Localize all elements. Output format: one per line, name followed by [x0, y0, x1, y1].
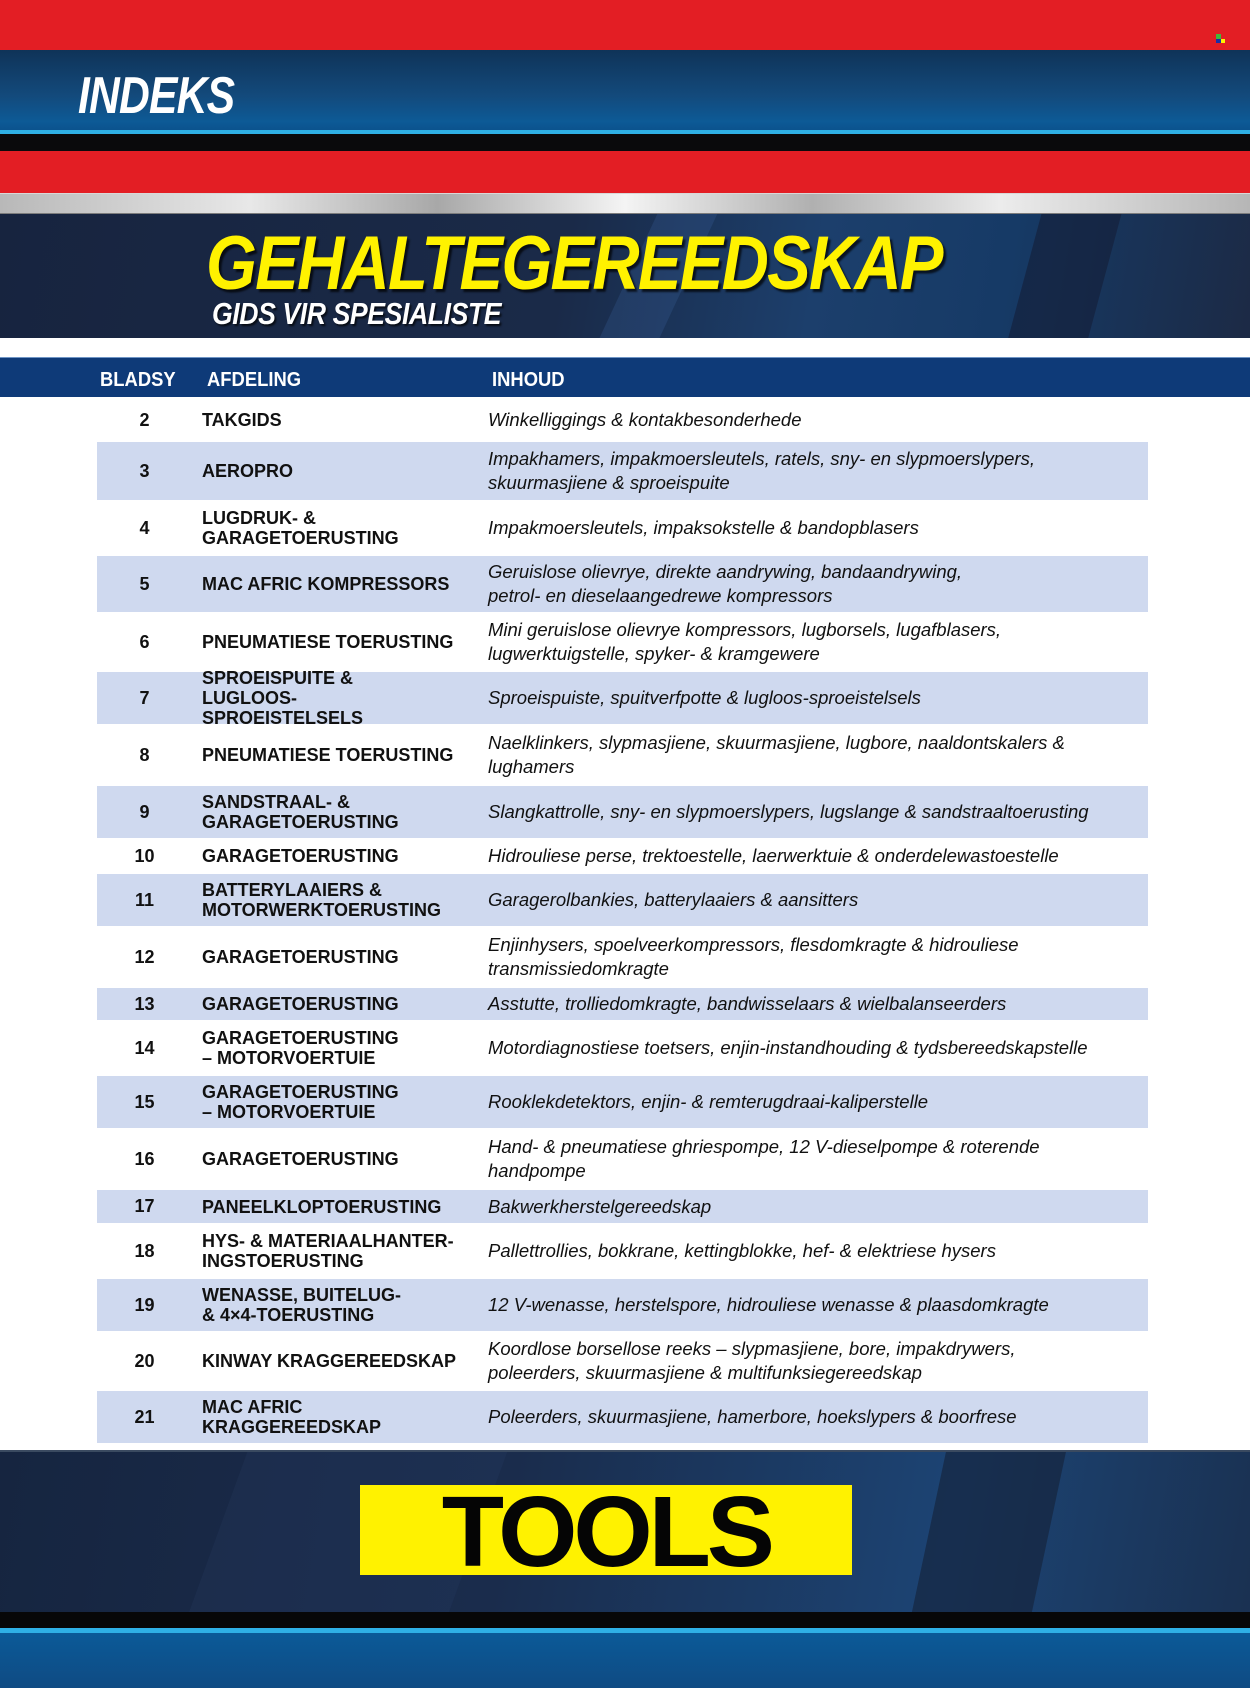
contents: Hand- & pneumatiese ghriespompe, 12 V-dieselpompe & roterende handpompe — [488, 1136, 1040, 1181]
department: AEROPRO — [202, 461, 294, 481]
contents: Slangkattrolle, sny- en slypmoerslypers, lugslange & sandstraaltoerusting — [488, 801, 1089, 822]
black-divider — [0, 134, 1250, 151]
mid-red-band — [0, 151, 1250, 193]
contents: Impakhamers, impakmoersleutels, ratels, sny- en slypmoerslypers, skuurmasjiene & sproeispuite — [488, 448, 1035, 493]
tools-logo — [360, 1476, 852, 1588]
contents: Mini geruislose olievrye kompressors, lugborsels, lugafblasers, lugwerktuigstelle, spyker- & kramgewere — [488, 619, 1002, 664]
page-number: 10 — [134, 845, 155, 866]
contents: Asstutte, trolliedomkragte, bandwisselaars & wielbalanseerders — [488, 993, 1007, 1014]
page-title: GEHALTEGEREEDSKAP — [206, 221, 942, 306]
page-number: 4 — [139, 517, 150, 538]
table-row — [97, 1022, 1148, 1074]
black-divider — [0, 1612, 1250, 1628]
table-row — [97, 786, 1148, 838]
table-row — [97, 874, 1148, 926]
tools-logo-text: TOOLS — [441, 1476, 771, 1588]
department: LUGDRUK- & GARAGETOERUSTING — [202, 508, 399, 548]
page-number: 6 — [139, 631, 150, 652]
column-header-contents: INHOUD — [492, 369, 565, 391]
department: GARAGETOERUSTING — [202, 994, 399, 1014]
decor-streak — [993, 214, 1127, 338]
page-number: 14 — [134, 1037, 155, 1058]
table-header — [0, 357, 1250, 397]
department: HYS- & MATERIAALHANTER-INGSTOERUSTING — [202, 1231, 454, 1271]
page-number: 5 — [139, 573, 150, 594]
page-subtitle: GIDS VIR SPESIALISTE — [212, 296, 502, 331]
department: PNEUMATIESE TOERUSTING — [202, 745, 454, 765]
contents: Koordlose borsellose reeks – slypmasjiene, bore, impakdrywers, poleerders, skuurmasjiene & multifunksiegereedskap — [488, 1338, 1016, 1383]
department: GARAGETOERUSTING — [202, 846, 399, 866]
table-row — [97, 1391, 1148, 1443]
table-row — [97, 1279, 1148, 1331]
page-number: 18 — [134, 1240, 155, 1261]
index-header-band — [0, 50, 1250, 134]
department: PANEELKLOPTOERUSTING — [202, 1196, 442, 1217]
page-number: 12 — [134, 946, 155, 967]
index-table — [97, 400, 1148, 1443]
table-row — [97, 1333, 1148, 1389]
contents: Motordiagnostiese toetsers, enjin-instandhouding & tydsbereedskapstelle — [488, 1037, 1088, 1058]
chrome-divider — [0, 193, 1250, 214]
table-row — [97, 1076, 1148, 1128]
page-number: 13 — [134, 993, 155, 1014]
table-row — [97, 928, 1148, 986]
column-header-page: BLADSY — [100, 369, 176, 391]
page-number: 15 — [134, 1091, 155, 1112]
contents: Winkelliggings & kontakbesonderhede — [488, 409, 802, 430]
table-row — [97, 556, 1148, 612]
department: TAKGIDS — [202, 410, 282, 430]
decor-streak — [912, 1450, 1068, 1612]
page-number: 8 — [139, 744, 150, 765]
contents: Naelklinkers, slypmasjiene, skuurmasjiene, lugbore, naaldontskalers & lughamers — [488, 732, 1065, 777]
contents: Garagerolbankies, batterylaaiers & aansitters — [488, 889, 859, 910]
page-number: 2 — [139, 409, 150, 430]
department: GARAGETOERUSTING — [202, 1149, 399, 1169]
table-row — [97, 614, 1148, 670]
contents: Impakmoersleutels, impaksokstelle & bandopblasers — [488, 517, 919, 538]
page-number: 19 — [134, 1294, 155, 1315]
contents: Bakwerkherstelgereedskap — [488, 1195, 712, 1217]
department: MAC AFRIC KOMPRESSORS — [202, 574, 450, 594]
table-row — [97, 442, 1148, 500]
page-number: 11 — [134, 889, 155, 910]
page-number: 7 — [139, 687, 150, 708]
department: MAC AFRIC KRAGGEREEDSKAP — [202, 1397, 382, 1437]
color-registration-mark-icon — [1216, 34, 1225, 43]
bottom-blue-band — [0, 1633, 1250, 1688]
footer-banner — [0, 1450, 1250, 1688]
table-row — [97, 1225, 1148, 1277]
table-row — [97, 400, 1148, 440]
page-number: 16 — [134, 1148, 155, 1169]
table-row — [97, 1130, 1148, 1188]
contents: Hidrouliese perse, trektoestelle, laerwerktuie & onderdelewastoestelle — [488, 845, 1059, 866]
department: PNEUMATIESE TOERUSTING — [202, 632, 454, 652]
department: WENASSE, BUITELUG- & 4×4-TOERUSTING — [202, 1285, 402, 1325]
department: GARAGETOERUSTING – MOTORVOERTUIE — [202, 1082, 399, 1122]
top-red-band — [0, 0, 1250, 50]
contents: Enjinhysers, spoelveerkompressors, flesdomkragte & hidrouliese transmissiedomkragte — [488, 934, 1019, 979]
page-number: 21 — [134, 1406, 155, 1427]
table-row — [97, 1190, 1148, 1223]
page-number: 20 — [134, 1350, 155, 1371]
contents: Geruislose olievrye, direkte aandrywing, bandaandrywing, petrol- en dieselaangedrewe kompressors — [488, 561, 963, 606]
section-title: INDEKS — [78, 67, 235, 125]
contents: Poleerders, skuurmasjiene, hamerbore, hoekslypers & boorfrese — [488, 1406, 1017, 1427]
contents: Pallettrollies, bokkrane, kettingblokke, hef- & elektriese hysers — [488, 1240, 996, 1261]
page-number: 9 — [139, 801, 150, 822]
page-number: 3 — [139, 460, 150, 481]
department: SPROEISPUITE & LUGLOOS-SPROEISTELSELS — [202, 668, 364, 728]
department: GARAGETOERUSTING — [202, 947, 399, 967]
department: SANDSTRAAL- & GARAGETOERUSTING — [202, 792, 399, 832]
hero-banner — [0, 214, 1250, 338]
contents: Rooklekdetektors, enjin- & remterugdraai-kaliperstelle — [488, 1091, 929, 1112]
department: GARAGETOERUSTING – MOTORVOERTUIE — [202, 1028, 399, 1068]
table-row — [97, 502, 1148, 554]
page-number: 17 — [134, 1196, 155, 1216]
table-row — [97, 988, 1148, 1020]
table-row — [97, 840, 1148, 872]
department: BATTERYLAAIERS & MOTORWERKTOERUSTING — [202, 880, 442, 920]
column-header-department: AFDELING — [207, 369, 302, 391]
table-row — [97, 726, 1148, 784]
table-row — [97, 668, 1148, 728]
contents: 12 V-wenasse, herstelspore, hidrouliese wenasse & plaasdomkragte — [488, 1294, 1049, 1315]
contents: Sproeispuiste, spuitverfpotte & lugloos-sproeistelsels — [488, 687, 921, 708]
department: KINWAY KRAGGEREEDSKAP — [202, 1351, 457, 1371]
